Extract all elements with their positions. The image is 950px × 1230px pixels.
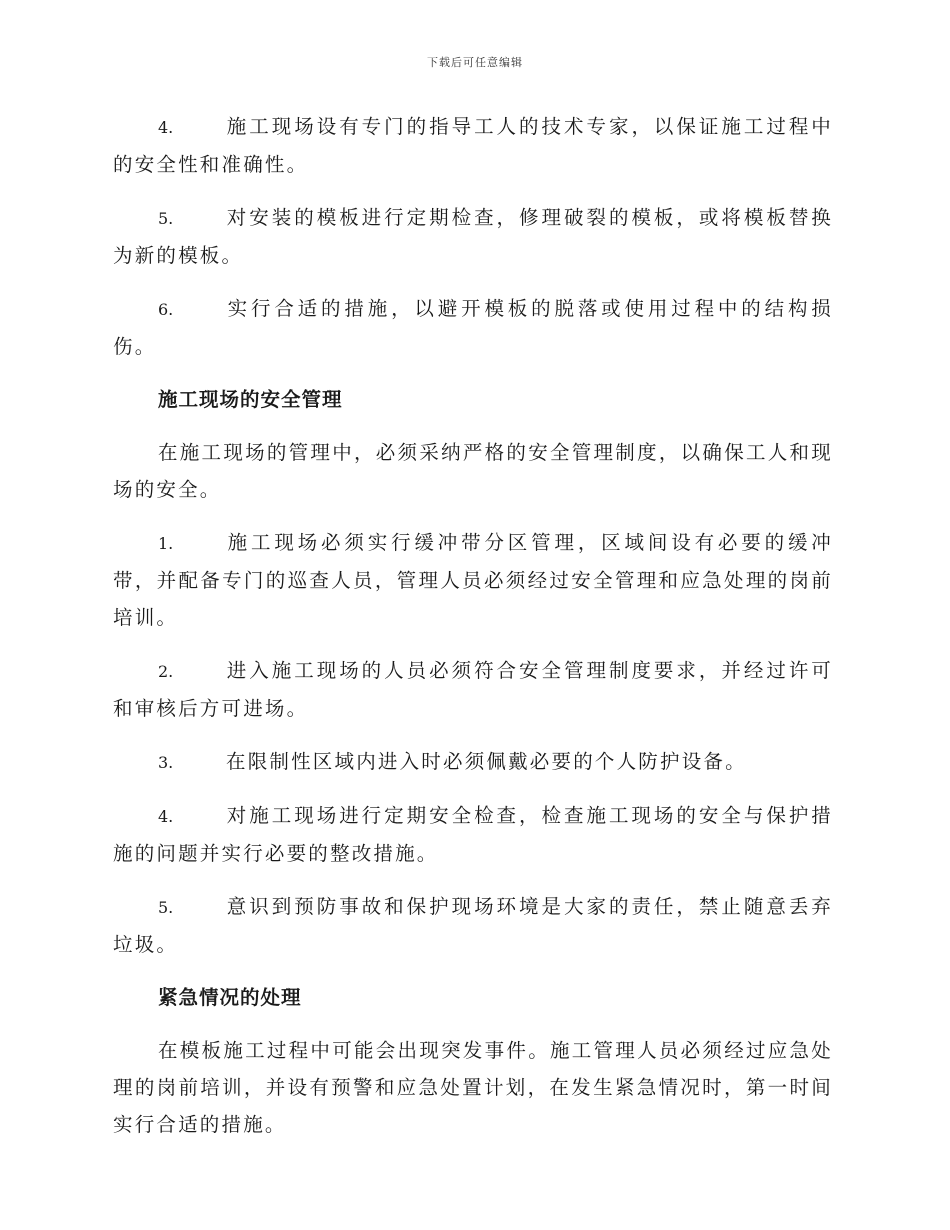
list-number: 4. bbox=[158, 118, 174, 137]
page-header: 下载后可任意编辑 bbox=[427, 56, 523, 69]
list-number: 3. bbox=[158, 753, 174, 772]
list-number: 2. bbox=[158, 662, 174, 681]
list-number: 6. bbox=[158, 300, 174, 319]
body-paragraph: 在模板施工过程中可能会出现突发事件。施工管理人员必须经过应急处理的岗前培训，并设有预警和应急处置计划，在发生紧急情况时，第一时间实行合适的措施。 bbox=[113, 1039, 833, 1136]
section-heading-emergency: 紧急情况的处理 bbox=[158, 986, 302, 1009]
document-body bbox=[113, 108, 833, 1159]
list-item bbox=[113, 290, 833, 365]
list-item bbox=[113, 199, 833, 274]
list-text: 对安装的模板进行定期检查，修理破裂的模板，或将模板替换为新的模板。 bbox=[113, 206, 833, 267]
list-item bbox=[113, 888, 833, 963]
list-number: 5. bbox=[158, 209, 174, 228]
list-text: 意识到预防事故和保护现场环境是大家的责任，禁止随意丢弃垃圾。 bbox=[113, 895, 833, 956]
section-heading-safety: 施工现场的安全管理 bbox=[158, 388, 343, 411]
list-text: 对施工现场进行定期安全检查，检查施工现场的安全与保护措施的问题并实行必要的整改措施。 bbox=[113, 804, 833, 865]
list-item bbox=[113, 108, 833, 183]
list-text: 在限制性区域内进入时必须佩戴必要的个人防护设备。 bbox=[226, 750, 747, 773]
list-item bbox=[113, 797, 833, 872]
body-paragraph: 在施工现场的管理中，必须采纳严格的安全管理制度，以确保工人和现场的安全。 bbox=[113, 441, 833, 501]
list-text: 施工现场设有专门的指导工人的技术专家，以保证施工过程中的安全性和准确性。 bbox=[113, 115, 833, 176]
list-number: 1. bbox=[158, 534, 174, 553]
list-item bbox=[113, 524, 833, 636]
list-number: 5. bbox=[158, 898, 174, 917]
list-item bbox=[113, 652, 833, 727]
list-text: 进入施工现场的人员必须符合安全管理制度要求，并经过许可和审核后方可进场。 bbox=[113, 659, 833, 720]
list-item bbox=[113, 743, 833, 781]
list-text: 施工现场必须实行缓冲带分区管理，区域间设有必要的缓冲带，并配备专门的巡查人员，管理人员必须经过安全管理和应急处理的岗前培训。 bbox=[113, 531, 833, 629]
list-text: 实行合适的措施，以避开模板的脱落或使用过程中的结构损伤。 bbox=[113, 297, 833, 358]
list-number: 4. bbox=[158, 807, 174, 826]
